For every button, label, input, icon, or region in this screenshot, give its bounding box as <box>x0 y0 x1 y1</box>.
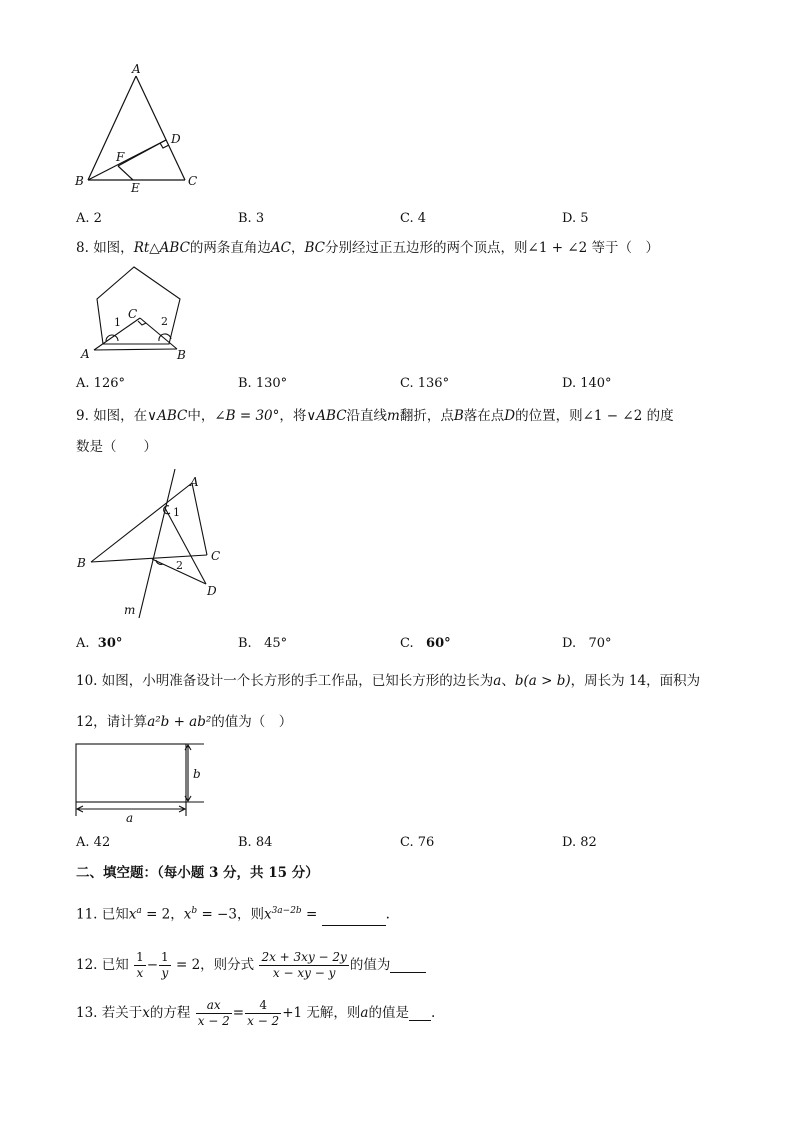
option-key: B. <box>238 636 252 651</box>
option-text: 30° <box>97 636 123 651</box>
q7-label-B: B <box>75 174 84 188</box>
option-text: 84 <box>255 835 273 850</box>
q8-pentagon-figure <box>76 262 196 368</box>
q7-option-a[interactable] <box>76 211 102 226</box>
option-text: 76 <box>417 835 435 850</box>
q8-stem: 8. 如图，Rt△ABC的两条直角边AC，BC分别经过正五边形的两个顶点，则∠1 + ∠2 等于（ ） <box>76 240 660 256</box>
option-key: D. <box>562 376 577 391</box>
q10-option-d[interactable] <box>562 835 597 850</box>
option-key: A. <box>76 211 90 226</box>
section-title: 二、填空题：（每小题 3 分，共 15 分） <box>76 865 319 881</box>
q9-label-A: A <box>190 475 199 489</box>
q10-option-c[interactable] <box>400 835 434 850</box>
option-key: D. <box>562 835 577 850</box>
option-key: C. <box>400 636 414 651</box>
q9-label-C: C <box>211 549 221 563</box>
q9-label-B: B <box>77 556 86 570</box>
q9-label-D: D <box>207 584 217 598</box>
option-text: 60° <box>426 636 451 651</box>
option-text: 3 <box>255 211 265 226</box>
q13-answer-blank[interactable] <box>409 1006 431 1021</box>
q11-answer-blank[interactable] <box>322 905 386 926</box>
q7-label-E: E <box>131 181 140 195</box>
q8-option-d[interactable] <box>562 376 612 391</box>
option-text: 45° <box>264 636 288 651</box>
q7-label-D: D <box>171 132 181 146</box>
q12-answer-blank[interactable] <box>390 958 426 973</box>
q9-angle-1: 1 <box>173 506 180 519</box>
option-text: 136° <box>417 376 450 391</box>
q9-stem-line1: 9. 如图，在∨ABC中，∠B = 30°，将∨ABC沿直线m翻折，点B落在点D的位置，则∠1 − ∠2 的度 <box>76 408 674 424</box>
q10-stem-line1: 10. 如图，小明准备设计一个长方形的手工作品，已知长方形的边长为a、b(a > b)，周长为 14，面积为 <box>76 673 701 689</box>
q8-option-c[interactable] <box>400 376 449 391</box>
option-text: 5 <box>580 211 589 226</box>
q10-option-a[interactable] <box>76 835 110 850</box>
option-key: B. <box>238 211 252 226</box>
q7-label-A: A <box>132 62 141 76</box>
q11-stem: 11. 已知$x^a = 2$，$x^b = -3$，则$x^{3a-2b}$ = . <box>76 901 390 926</box>
q9-option-d[interactable] <box>562 636 612 651</box>
q8-label-A: A <box>81 347 90 361</box>
q9-stem-line2: 数是（ ） <box>76 439 157 455</box>
option-text: 126° <box>93 376 125 391</box>
option-key: B. <box>238 376 252 391</box>
option-text: 42 <box>93 835 111 850</box>
option-key: C. <box>400 376 414 391</box>
option-key: B. <box>238 835 252 850</box>
q12-stem: 12. 已知 $\frac{1}{x}$ − $\frac{1}{y}$ = 2，则分式 $\frac{2x + 3xy - 2y}{x - xy - y}$ 的值为 <box>76 948 426 982</box>
q10-rectangle-figure <box>72 740 212 828</box>
q7-option-b[interactable] <box>238 211 264 226</box>
q9-fold-figure <box>72 466 242 624</box>
q9-angle-2: 2 <box>176 559 183 572</box>
q9-option-c[interactable] <box>400 636 451 651</box>
q7-triangle-figure <box>70 60 210 200</box>
option-key: C. <box>400 835 414 850</box>
q8-angle-1: 1 <box>114 316 121 329</box>
q8-option-b[interactable] <box>238 376 287 391</box>
option-key: D. <box>562 211 577 226</box>
q8-option-a[interactable] <box>76 376 125 391</box>
option-text: 130° <box>255 376 288 391</box>
q8-label-B: B <box>177 348 186 362</box>
option-key: A. <box>76 636 90 651</box>
option-text: 70° <box>588 636 612 651</box>
q8-label-C: C <box>128 307 138 321</box>
q9-option-a[interactable] <box>76 636 122 651</box>
q9-option-b[interactable] <box>238 636 287 651</box>
option-text: 140° <box>580 376 612 391</box>
q10-option-b[interactable] <box>238 835 272 850</box>
option-text: 82 <box>580 835 597 850</box>
q8-angle-2: 2 <box>161 315 168 328</box>
q7-label-C: C <box>188 174 198 188</box>
q13-stem: 13. 若关于x的方程 $\frac{ax}{x - 2}$ = $\frac{4}{x - 2}$ +1 无解，则a的值是 . <box>76 998 436 1028</box>
option-text: 4 <box>417 211 427 226</box>
q7-label-F: F <box>116 150 125 164</box>
q10-label-a: a <box>126 811 134 825</box>
option-key: A. <box>76 835 90 850</box>
option-key: C. <box>400 211 414 226</box>
option-key: D. <box>562 636 577 651</box>
q7-option-c[interactable] <box>400 211 426 226</box>
q9-label-m: m <box>124 603 136 617</box>
q10-label-b: b <box>193 767 201 781</box>
q10-stem-line2: 12，请计算a²b + ab²的值为（ ） <box>76 714 293 730</box>
q7-option-d[interactable] <box>562 211 589 226</box>
option-text: 2 <box>93 211 102 226</box>
option-key: A. <box>76 376 90 391</box>
